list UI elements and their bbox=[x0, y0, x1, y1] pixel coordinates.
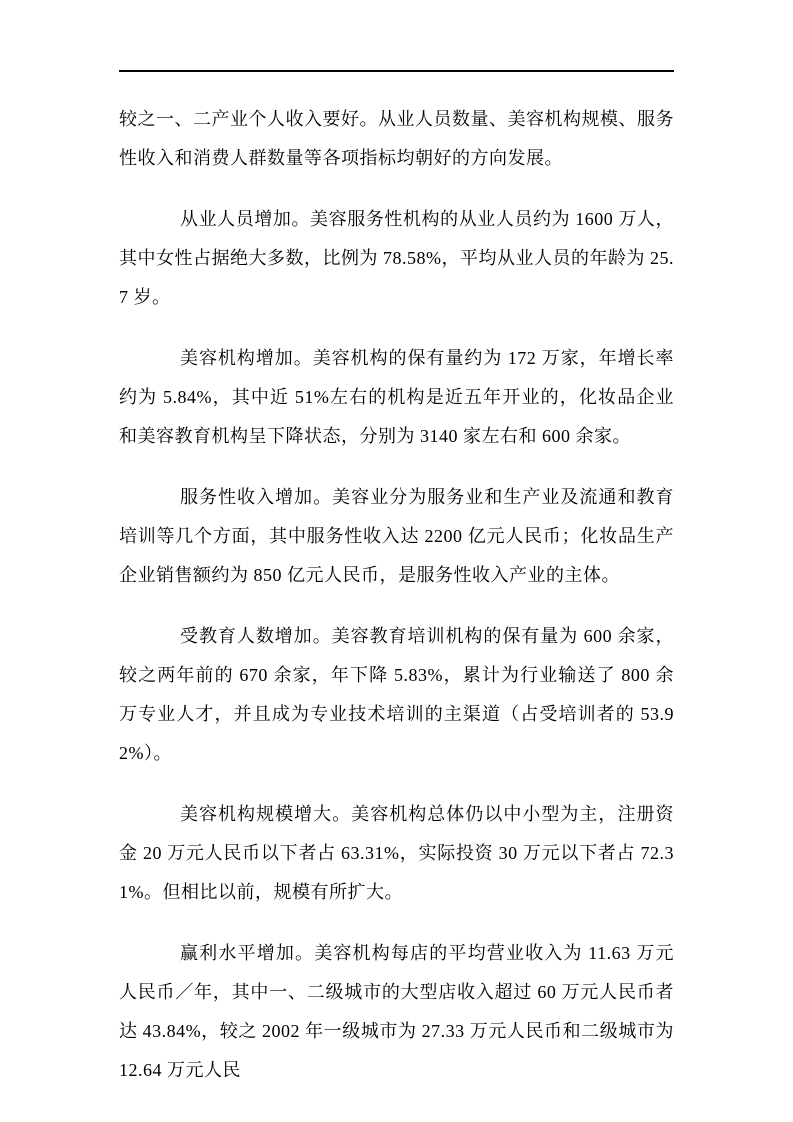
paragraph-employment-growth: 从业人员增加。美容服务性机构的从业人员约为 1600 万人，其中女性占据绝大多数，比例为 78.58%，平均从业人员的年龄为 25.7 岁。 bbox=[119, 209, 674, 307]
paragraph-institution-growth: 美容机构增加。美容机构的保有量约为 172 万家，年增长率约为 5.84%，其中近 51%左右的机构是近五年开业的，化妆品企业和美容教育机构呈下降状态，分别为 3140 家左右和 600 余家。 bbox=[119, 348, 674, 446]
paragraph-service-revenue-growth: 服务性收入增加。美容业分为服务业和生产业及流通和教育培训等几个方面，其中服务性收入达 2200 亿元人民币；化妆品生产企业销售额约为 850 亿元人民币，是服务性收入产业的主体。 bbox=[119, 487, 674, 585]
paragraph-education-growth: 受教育人数增加。美容教育培训机构的保有量为 600 余家，较之两年前的 670 余家，年下降 5.83%，累计为行业输送了 800 余万专业人才，并且成为专业技术培训的主渠道（占受培训者的 53.92%）。 bbox=[119, 626, 674, 763]
header-separator-line bbox=[119, 70, 674, 72]
paragraph-profit-level: 赢利水平增加。美容机构每店的平均营业收入为 11.63 万元人民币／年，其中一、二级城市的大型店收入超过 60 万元人民币者达 43.84%，较之 2002 年一级城市为 27.33 万元人民币和二级城市为 12.64 万元人民 bbox=[119, 943, 674, 1080]
paragraph-industry-overview: 较之一、二产业个人收入要好。从业人员数量、美容机构规模、服务性收入和消费人群数量等各项指标均朝好的方向发展。 bbox=[119, 109, 674, 168]
document-body bbox=[119, 100, 674, 1090]
paragraph-institution-scale: 美容机构规模增大。美容机构总体仍以中小型为主，注册资金 20 万元人民币以下者占 63.31%，实际投资 30 万元以下者占 72.31%。但相比以前，规模有所扩大。 bbox=[119, 804, 674, 902]
